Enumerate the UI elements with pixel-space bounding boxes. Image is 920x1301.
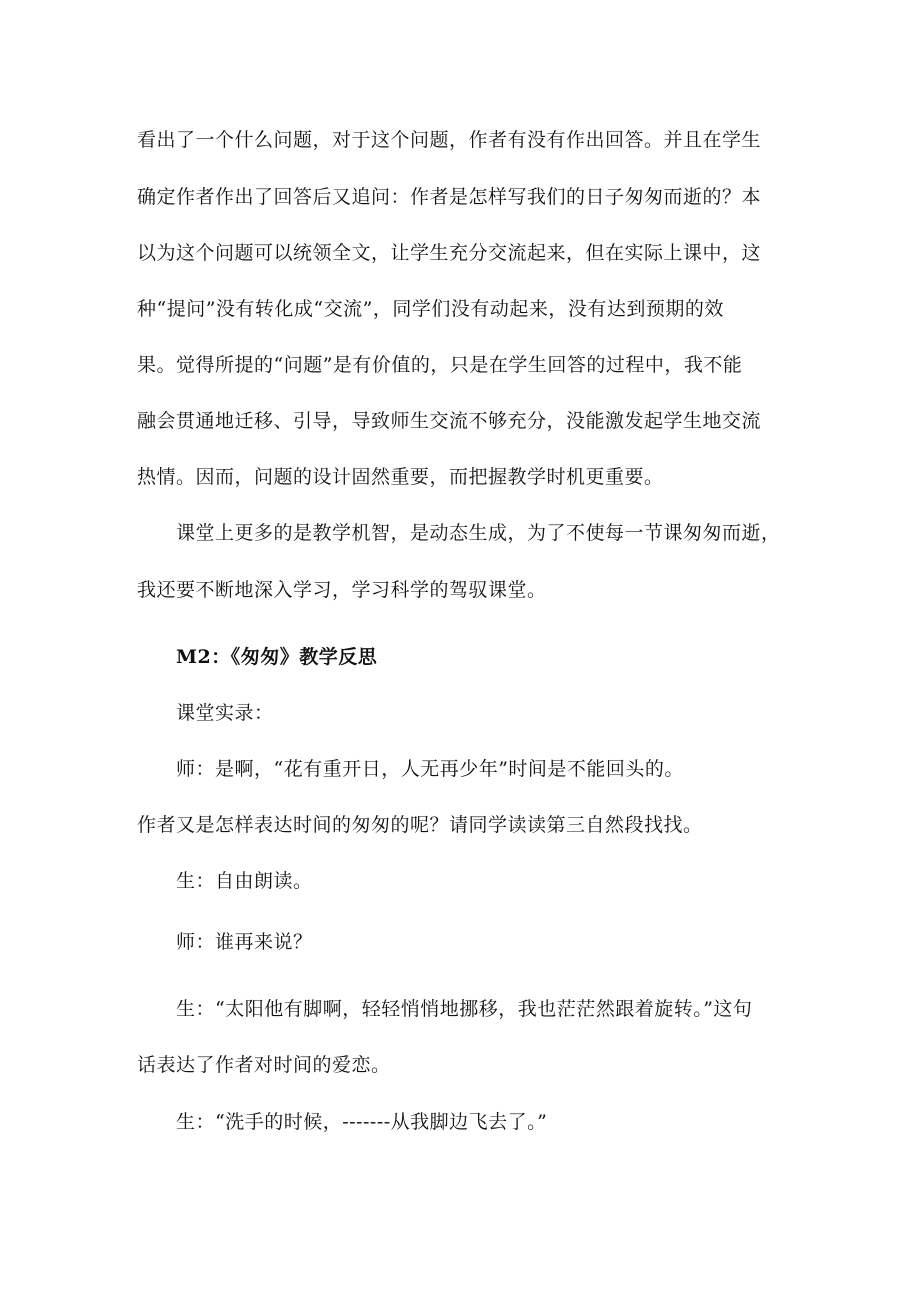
paragraph1-line-6: 融会贯通地迁移、引导，导致师生交流不够充分，没能激发起学生地交流 xyxy=(137,410,762,432)
paragraph1-line-5: 果。觉得所提的“问题”是有价值的，只是在学生回答的过程中，我不能 xyxy=(137,354,743,376)
section-heading: M2：《匆匆》教学反思 xyxy=(176,646,378,668)
student-line-2-continued: 话表达了作者对时间的爱恋。 xyxy=(137,1054,391,1076)
teacher-line-1: 师：是啊，“花有重开日，人无再少年”时间是不能回头的。 xyxy=(176,758,684,780)
paragraph1-line-4: 种“提问”没有转化成“交流”，同学们没有动起来，没有达到预期的效 xyxy=(137,298,724,320)
teacher-line-2: 师：谁再来说？ xyxy=(176,931,313,953)
paragraph1-line-1: 看出了一个什么问题，对于这个问题，作者有没有作出回答。并且在学生 xyxy=(137,129,762,151)
paragraph1-line-3: 以为这个问题可以统领全文，让学生充分交流起来，但在实际上课中，这 xyxy=(137,242,762,264)
teacher-line-1-continued: 作者又是怎样表达时间的匆匆的呢？请同学读读第三自然段找找。 xyxy=(137,814,703,836)
student-line-2: 生：“太阳他有脚啊，轻轻悄悄地挪移，我也茫茫然跟着旋转。”这句 xyxy=(176,998,753,1020)
paragraph1-line-7: 热情。因而，问题的设计固然重要，而把握教学时机更重要。 xyxy=(137,466,664,488)
paragraph2-line-1: 课堂上更多的是教学机智，是动态生成，为了不使每一节课匆匆而逝， xyxy=(176,522,781,544)
paragraph2-line-2: 我还要不断地深入学习，学习科学的驾驭课堂。 xyxy=(137,579,547,601)
student-line-3: 生：“洗手的时候，-------从我脚边飞去了。” xyxy=(176,1111,548,1133)
paragraph1-line-2: 确定作者作出了回答后又追问：作者是怎样写我们的日子匆匆而逝的？本 xyxy=(137,186,762,208)
student-line-1: 生：自由朗读。 xyxy=(176,870,313,892)
section-subheading: 课堂实录： xyxy=(176,702,274,724)
